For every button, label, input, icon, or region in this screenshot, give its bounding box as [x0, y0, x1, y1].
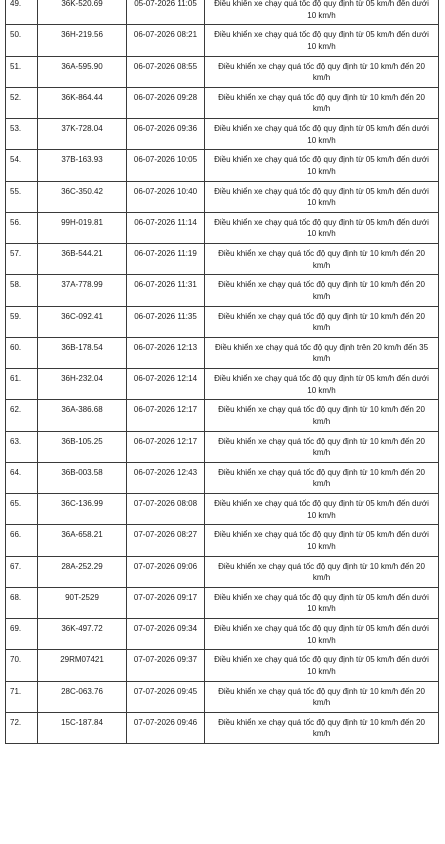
violation-time: 06-07-2026 12:14: [127, 369, 205, 400]
row-number: 63.: [6, 431, 38, 462]
row-number: 52.: [6, 87, 38, 118]
violation-time: 06-07-2026 11:19: [127, 244, 205, 275]
violation-time: 06-07-2026 10:40: [127, 181, 205, 212]
row-number: 49.: [6, 0, 38, 25]
violation-time: 06-07-2026 12:17: [127, 431, 205, 462]
table-row: [6, 56, 439, 87]
table-row: [6, 275, 439, 306]
license-plate: 36B-178.54: [38, 337, 127, 368]
table-row: [6, 681, 439, 712]
violation-table-container: [5, 0, 439, 744]
table-row: [6, 306, 439, 337]
violation-time: 06-07-2026 12:17: [127, 400, 205, 431]
violation-time: 07-07-2026 09:06: [127, 556, 205, 587]
license-plate: 36K-520.69: [38, 0, 127, 25]
violation-description: Điều khiển xe chạy quá tốc độ quy định từ 10 km/h đến 20 km/h: [205, 556, 439, 587]
license-plate: 36A-658.21: [38, 525, 127, 556]
violation-table-body: [6, 0, 439, 744]
table-row: [6, 587, 439, 618]
violation-time: 06-07-2026 08:55: [127, 56, 205, 87]
violation-description: Điều khiển xe chạy quá tốc độ quy định từ 10 km/h đến 20 km/h: [205, 681, 439, 712]
table-row: [6, 400, 439, 431]
table-row: [6, 337, 439, 368]
table-row: [6, 431, 439, 462]
violation-description: Điều khiển xe chạy quá tốc độ quy định từ 05 km/h đến dưới 10 km/h: [205, 119, 439, 150]
table-row: [6, 0, 439, 25]
row-number: 61.: [6, 369, 38, 400]
violation-description: Điều khiển xe chạy quá tốc độ quy định từ 05 km/h đến dưới 10 km/h: [205, 0, 439, 25]
row-number: 51.: [6, 56, 38, 87]
violation-description: Điều khiển xe chạy quá tốc độ quy định từ 05 km/h đến dưới 10 km/h: [205, 619, 439, 650]
row-number: 60.: [6, 337, 38, 368]
table-row: [6, 712, 439, 743]
license-plate: 36C-136.99: [38, 494, 127, 525]
row-number: 64.: [6, 462, 38, 493]
license-plate: 28C-063.76: [38, 681, 127, 712]
license-plate: 36H-232.04: [38, 369, 127, 400]
license-plate: 37B-163.93: [38, 150, 127, 181]
violation-time: 07-07-2026 08:27: [127, 525, 205, 556]
license-plate: 36B-544.21: [38, 244, 127, 275]
license-plate: 36B-105.25: [38, 431, 127, 462]
license-plate: 36C-092.41: [38, 306, 127, 337]
row-number: 67.: [6, 556, 38, 587]
table-row: [6, 556, 439, 587]
violation-time: 07-07-2026 09:17: [127, 587, 205, 618]
violation-description: Điều khiển xe chạy quá tốc độ quy định từ 05 km/h đến dưới 10 km/h: [205, 181, 439, 212]
row-number: 53.: [6, 119, 38, 150]
violation-description: Điều khiển xe chạy quá tốc độ quy định trên 20 km/h đến 35 km/h: [205, 337, 439, 368]
row-number: 56.: [6, 212, 38, 243]
violation-description: Điều khiển xe chạy quá tốc độ quy định từ 05 km/h đến dưới 10 km/h: [205, 587, 439, 618]
violation-description: Điều khiển xe chạy quá tốc độ quy định từ 10 km/h đến 20 km/h: [205, 87, 439, 118]
violation-description: Điều khiển xe chạy quá tốc độ quy định từ 10 km/h đến 20 km/h: [205, 306, 439, 337]
license-plate: 36K-497.72: [38, 619, 127, 650]
violation-time: 06-07-2026 11:14: [127, 212, 205, 243]
table-row: [6, 619, 439, 650]
violation-description: Điều khiển xe chạy quá tốc độ quy định từ 10 km/h đến 20 km/h: [205, 244, 439, 275]
table-row: [6, 369, 439, 400]
violation-time: 07-07-2026 09:45: [127, 681, 205, 712]
license-plate: 36H-219.56: [38, 25, 127, 56]
violation-time: 06-07-2026 10:05: [127, 150, 205, 181]
table-row: [6, 181, 439, 212]
table-row: [6, 525, 439, 556]
violation-time: 06-07-2026 12:13: [127, 337, 205, 368]
violation-description: Điều khiển xe chạy quá tốc độ quy định từ 10 km/h đến 20 km/h: [205, 400, 439, 431]
table-row: [6, 462, 439, 493]
row-number: 72.: [6, 712, 38, 743]
table-row: [6, 87, 439, 118]
row-number: 55.: [6, 181, 38, 212]
violation-time: 07-07-2026 09:46: [127, 712, 205, 743]
violation-description: Điều khiển xe chạy quá tốc độ quy định từ 10 km/h đến 20 km/h: [205, 275, 439, 306]
violation-time: 05-07-2026 11:05: [127, 0, 205, 25]
violation-time: 07-07-2026 09:37: [127, 650, 205, 681]
license-plate: 37K-728.04: [38, 119, 127, 150]
table-row: [6, 244, 439, 275]
violation-description: Điều khiển xe chạy quá tốc độ quy định từ 05 km/h đến dưới 10 km/h: [205, 525, 439, 556]
violation-time: 06-07-2026 11:31: [127, 275, 205, 306]
violation-time: 06-07-2026 11:35: [127, 306, 205, 337]
violation-description: Điều khiển xe chạy quá tốc độ quy định từ 05 km/h đến dưới 10 km/h: [205, 369, 439, 400]
row-number: 69.: [6, 619, 38, 650]
row-number: 62.: [6, 400, 38, 431]
violation-description: Điều khiển xe chạy quá tốc độ quy định từ 05 km/h đến dưới 10 km/h: [205, 150, 439, 181]
row-number: 68.: [6, 587, 38, 618]
violation-description: Điều khiển xe chạy quá tốc độ quy định từ 10 km/h đến 20 km/h: [205, 462, 439, 493]
row-number: 54.: [6, 150, 38, 181]
violation-time: 06-07-2026 09:28: [127, 87, 205, 118]
row-number: 58.: [6, 275, 38, 306]
license-plate: 36B-003.58: [38, 462, 127, 493]
violation-description: Điều khiển xe chạy quá tốc độ quy định từ 05 km/h đến dưới 10 km/h: [205, 212, 439, 243]
violation-time: 06-07-2026 09:36: [127, 119, 205, 150]
row-number: 59.: [6, 306, 38, 337]
license-plate: 36A-386.68: [38, 400, 127, 431]
table-row: [6, 150, 439, 181]
license-plate: 37A-778.99: [38, 275, 127, 306]
license-plate: 90T-2529: [38, 587, 127, 618]
violation-table: [5, 0, 439, 744]
violation-description: Điều khiển xe chạy quá tốc độ quy định từ 10 km/h đến 20 km/h: [205, 56, 439, 87]
violation-description: Điều khiển xe chạy quá tốc độ quy định từ 05 km/h đến dưới 10 km/h: [205, 650, 439, 681]
row-number: 71.: [6, 681, 38, 712]
license-plate: 36A-595.90: [38, 56, 127, 87]
license-plate: 36K-864.44: [38, 87, 127, 118]
violation-description: Điều khiển xe chạy quá tốc độ quy định từ 10 km/h đến 20 km/h: [205, 712, 439, 743]
violation-time: 07-07-2026 09:34: [127, 619, 205, 650]
row-number: 65.: [6, 494, 38, 525]
row-number: 70.: [6, 650, 38, 681]
violation-time: 07-07-2026 08:08: [127, 494, 205, 525]
row-number: 57.: [6, 244, 38, 275]
table-row: [6, 494, 439, 525]
violation-time: 06-07-2026 08:21: [127, 25, 205, 56]
row-number: 66.: [6, 525, 38, 556]
violation-description: Điều khiển xe chạy quá tốc độ quy định từ 10 km/h đến 20 km/h: [205, 431, 439, 462]
license-plate: 15C-187.84: [38, 712, 127, 743]
table-row: [6, 119, 439, 150]
table-row: [6, 650, 439, 681]
license-plate: 36C-350.42: [38, 181, 127, 212]
table-row: [6, 25, 439, 56]
table-row: [6, 212, 439, 243]
violation-description: Điều khiển xe chạy quá tốc độ quy định từ 05 km/h đến dưới 10 km/h: [205, 25, 439, 56]
license-plate: 29RM07421: [38, 650, 127, 681]
license-plate: 28A-252.29: [38, 556, 127, 587]
license-plate: 99H-019.81: [38, 212, 127, 243]
violation-time: 06-07-2026 12:43: [127, 462, 205, 493]
violation-description: Điều khiển xe chạy quá tốc độ quy định từ 05 km/h đến dưới 10 km/h: [205, 494, 439, 525]
row-number: 50.: [6, 25, 38, 56]
